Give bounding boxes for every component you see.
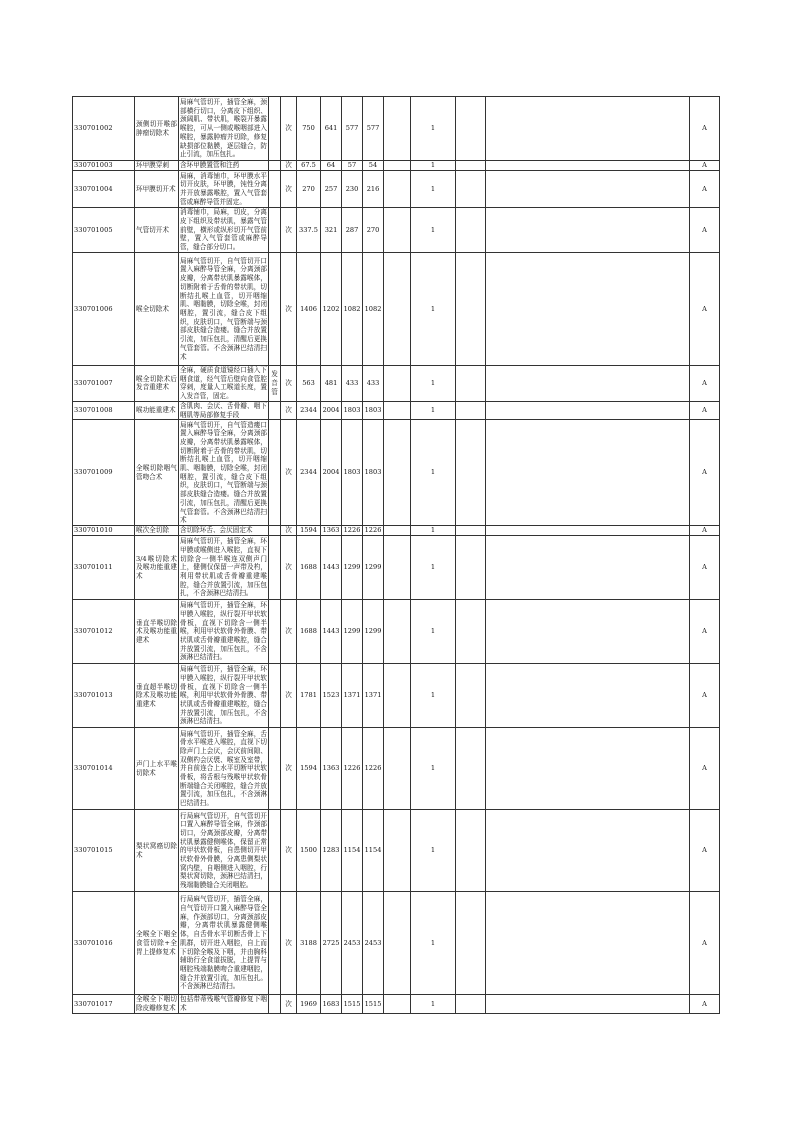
table-row — [73, 97, 720, 161]
desc-cell: 局麻气管切开，插管全麻，环甲膜入喉腔，纵行裂开甲状软骨板，直视下切除含一侧半喉，利用甲状软骨外骨膜、带状肌或舌骨瓣重建喉腔，缝合并放置引流，加压包扎，不含颈淋巴结清扫。 — [179, 664, 269, 728]
price-4-cell: 2453 — [363, 892, 384, 995]
unit-cell: 次 — [281, 420, 297, 526]
name-cell: 气管切开术 — [135, 208, 179, 253]
desc-cell: 行局麻气管切开，自气管切开口置入麻醉导管全麻，作颈部切口，分离颈部皮瓣，分离带状肌暴露健侧喉体，保留正常的甲状软骨板，自患侧切开甲状软骨外骨膜，分离患侧梨状窝内壁，自咽侧进入咽腔，行梨状窝切除，颈淋巴结清扫，残端黏膜缝合关闭咽腔。 — [179, 810, 269, 892]
coefficient-cell: 1 — [411, 664, 456, 728]
price-1-cell: 1781 — [297, 664, 321, 728]
unit-cell: 次 — [281, 995, 297, 1013]
desc-cell: 含切除环舌、会厌固定术 — [179, 526, 269, 536]
rank-cell: A — [690, 728, 720, 810]
coefficient-cell: 1 — [411, 526, 456, 536]
table-row — [73, 892, 720, 995]
name-cell: 环甲膜穿刺 — [135, 161, 179, 171]
price-1-cell: 1406 — [297, 253, 321, 366]
blank-cell — [486, 401, 690, 419]
coefficient-cell: 1 — [411, 161, 456, 171]
blank-cell — [486, 536, 690, 600]
coefficient-cell: 1 — [411, 810, 456, 892]
price-1-cell: 2344 — [297, 401, 321, 419]
blank-cell — [486, 366, 690, 402]
price-2-cell: 1523 — [321, 664, 342, 728]
blank-cell — [384, 526, 411, 536]
price-4-cell: 1803 — [363, 420, 384, 526]
price-1-cell: 3188 — [297, 892, 321, 995]
rank-cell: A — [690, 171, 720, 208]
price-1-cell: 750 — [297, 97, 321, 161]
price-1-cell: 563 — [297, 366, 321, 402]
code-cell: 330701014 — [73, 728, 135, 810]
price-1-cell: 1594 — [297, 526, 321, 536]
price-1-cell: 2344 — [297, 420, 321, 526]
name-cell: 喉功能重建术 — [135, 401, 179, 419]
price-1-cell: 1969 — [297, 995, 321, 1013]
desc-cell: 局麻气管切开，自气管造瘘口置入麻醉导管全麻，分离颈部皮瓣，分离带状肌暴露喉体，切断附着于舌骨的带状肌，切断结扎喉上血管，切开咽缩肌、咽黏膜，切除全喉，封闭咽腔，置引流，缝合皮下组织，皮肤切口，气管断端与颈部皮肤缝合造瘘。缝合并放置引流，加压包扎，清醒后更换气管套管。不含颈淋巴结清扫术 — [180, 420, 267, 525]
coefficient-cell: 1 — [411, 208, 456, 253]
price-3-cell: 1515 — [342, 995, 363, 1013]
code-cell: 330701013 — [73, 664, 135, 728]
price-2-cell: 1443 — [321, 600, 342, 664]
blank-cell — [384, 664, 411, 728]
rank-cell: A — [690, 208, 720, 253]
blank-cell — [456, 536, 486, 600]
blank-cell — [384, 810, 411, 892]
desc-cell: 局麻气管切开，插管全麻，颈部横行切口，分离皮下组织、颈阔肌、带状肌，喉裂开暴露喉腔，可从一侧或喉咽部进入喉腔，暴露肿瘤并切除，修复缺损部位黏膜，逐层缝合，防止引流，加压包扎。 — [179, 97, 269, 161]
table-row — [73, 161, 720, 171]
price-3-cell: 287 — [342, 208, 363, 253]
blank-cell — [384, 995, 411, 1013]
code-cell: 330701007 — [73, 366, 135, 402]
blank-cell — [456, 526, 486, 536]
price-3-cell: 230 — [342, 171, 363, 208]
price-2-cell: 641 — [321, 97, 342, 161]
price-1-cell: 1594 — [297, 728, 321, 810]
price-4-cell: 1371 — [363, 664, 384, 728]
desc-cell: 包括带蒂残喉气管瓣修复下咽术 — [180, 995, 267, 1012]
table-row — [73, 253, 720, 366]
blank-cell — [384, 171, 411, 208]
price-2-cell: 321 — [321, 208, 342, 253]
blank-cell — [486, 995, 690, 1013]
unit-cell: 次 — [281, 253, 297, 366]
name-cell: 喉全切除术 — [135, 253, 179, 366]
price-4-cell: 1299 — [363, 600, 384, 664]
blank-cell — [486, 171, 690, 208]
blank-cell — [486, 208, 690, 253]
price-2-cell: 481 — [321, 366, 342, 402]
price-1-cell: 1688 — [297, 536, 321, 600]
exclusion-cell — [269, 995, 281, 1013]
desc-cell: 全麻，硬质食道镜经口插入下咽食道，经气管后壁向食管腔穿刺，度量人工喉道长度，置入发音管，固定。 — [180, 366, 267, 401]
desc-cell: 局麻气管切开，插管全麻，环甲膜入喉腔，纵行裂开甲状软骨板，直视下切除含一侧半喉，利用甲状软骨外骨膜、带状肌或舌骨瓣重建喉腔，缝合并放置引流，加压包扎，不含颈淋巴结清扫。 — [179, 600, 269, 664]
blank-cell — [384, 97, 411, 161]
price-2-cell: 1683 — [321, 995, 342, 1013]
exclusion-cell — [269, 208, 281, 253]
price-4-cell: 1154 — [363, 810, 384, 892]
rank-cell: A — [690, 664, 720, 728]
blank-cell — [384, 253, 411, 366]
unit-cell: 次 — [281, 892, 297, 995]
name-cell: 全喉全下咽切除皮瓣修复术 — [136, 995, 177, 1012]
name-cell: 垂直超半喉切除术及喉功能重建术 — [135, 664, 179, 728]
blank-cell — [456, 161, 486, 171]
coefficient-cell: 1 — [411, 401, 456, 419]
blank-cell — [384, 161, 411, 171]
blank-cell — [456, 892, 486, 995]
price-1-cell: 1500 — [297, 810, 321, 892]
coefficient-cell: 1 — [411, 536, 456, 600]
price-2-cell: 2004 — [321, 420, 342, 526]
exclusion-cell — [269, 97, 281, 161]
price-3-cell: 1299 — [342, 600, 363, 664]
coefficient-cell: 1 — [411, 892, 456, 995]
table-row — [73, 536, 720, 600]
table-row — [73, 810, 720, 892]
price-3-cell: 577 — [342, 97, 363, 161]
table-row — [73, 401, 720, 419]
blank-cell — [384, 420, 411, 526]
price-4-cell: 577 — [363, 97, 384, 161]
rank-cell: A — [690, 253, 720, 366]
price-3-cell: 433 — [342, 366, 363, 402]
code-cell: 330701008 — [73, 401, 135, 419]
table-row — [73, 366, 720, 402]
code-cell: 330701009 — [73, 420, 135, 526]
code-cell: 330701003 — [73, 161, 135, 171]
code-cell: 330701005 — [73, 208, 135, 253]
price-1-cell: 270 — [297, 171, 321, 208]
rank-cell: A — [690, 526, 720, 536]
name-cell: 垂直半喉切除术及喉功能重建术 — [135, 600, 179, 664]
exclusion-cell — [269, 728, 281, 810]
price-2-cell: 1283 — [321, 810, 342, 892]
price-2-cell: 1363 — [321, 526, 342, 536]
name-cell: 声门上水平喉切除术 — [135, 728, 179, 810]
exclusion-cell — [269, 810, 281, 892]
blank-cell — [456, 208, 486, 253]
price-2-cell: 2004 — [321, 401, 342, 419]
desc-cell: 含肌肉、会厌、舌骨瓣、咽下咽肌等局部修复手段 — [180, 401, 267, 419]
blank-cell — [456, 97, 486, 161]
rank-cell: A — [690, 401, 720, 419]
blank-cell — [384, 600, 411, 664]
price-3-cell: 57 — [342, 161, 363, 171]
code-cell: 330701012 — [73, 600, 135, 664]
coefficient-cell: 1 — [411, 420, 456, 526]
table-row — [73, 600, 720, 664]
table-row — [73, 420, 720, 526]
price-2-cell: 64 — [321, 161, 342, 171]
exclusion-cell — [269, 536, 281, 600]
blank-cell — [384, 208, 411, 253]
desc-cell: 行局麻气管切开，插管全麻，自气管切开口置入麻醉导管全麻，作颈部切口，分离颈部皮瓣，分离带状肌暴露健侧喉体，自舌骨水平切断舌骨上下肌群，切开进入咽腔，自上而下切除全喉及下咽，并由胸科辅助行全食道拔脱，上提胃与咽腔残端黏膜吻合重建咽腔，缝合并放置引流，加压包扎。不含颈淋巴结清扫。 — [179, 892, 269, 995]
code-cell: 330701011 — [73, 536, 135, 600]
price-3-cell: 1226 — [342, 728, 363, 810]
blank-cell — [486, 600, 690, 664]
price-4-cell: 54 — [363, 161, 384, 171]
exclusion-cell — [269, 892, 281, 995]
code-cell: 330701004 — [73, 171, 135, 208]
rank-cell: A — [690, 600, 720, 664]
blank-cell — [456, 995, 486, 1013]
desc-cell: 局麻气管切开，插管全麻，环甲膜或喉侧进入喉腔，直视下切除含一侧半喉连双侧声门上，健侧仅保留一声带及杓，利用带状肌或舌骨瓣重建喉腔，缝合并放置引流，加压包扎，不含颈淋巴结清扫。 — [179, 536, 269, 600]
blank-cell — [384, 536, 411, 600]
exclusion-cell — [269, 171, 281, 208]
price-4-cell: 270 — [363, 208, 384, 253]
price-3-cell: 1226 — [342, 526, 363, 536]
name-cell: 3/4喉切除术及喉功能重建术 — [135, 536, 179, 600]
exclusion-cell — [269, 401, 281, 419]
table-row — [73, 208, 720, 253]
rank-cell: A — [690, 420, 720, 526]
rank-cell: A — [690, 892, 720, 995]
desc-cell: 消毒铺巾，局麻，切皮，分离皮下组织及带状肌，暴露气管前壁，横形或纵形切开气管前壁，置入气管套管或麻醉导管，缝合部分切口。 — [180, 208, 267, 252]
rank-cell: A — [690, 97, 720, 161]
coefficient-cell: 1 — [411, 728, 456, 810]
code-cell: 330701006 — [73, 253, 135, 366]
blank-cell — [486, 526, 690, 536]
price-1-cell: 1688 — [297, 600, 321, 664]
blank-cell — [384, 728, 411, 810]
price-4-cell: 1082 — [363, 253, 384, 366]
code-cell: 330701016 — [73, 892, 135, 995]
name-cell: 喉次全切除 — [135, 526, 179, 536]
coefficient-cell: 1 — [411, 995, 456, 1013]
unit-cell: 次 — [281, 171, 297, 208]
price-3-cell: 1371 — [342, 664, 363, 728]
price-2-cell: 2725 — [321, 892, 342, 995]
price-3-cell: 1299 — [342, 536, 363, 600]
exclusion-cell — [269, 664, 281, 728]
unit-cell: 次 — [281, 401, 297, 419]
table-row — [73, 728, 720, 810]
unit-cell: 次 — [281, 600, 297, 664]
coefficient-cell: 1 — [411, 600, 456, 664]
price-4-cell: 1803 — [363, 401, 384, 419]
blank-cell — [486, 892, 690, 995]
code-cell: 330701002 — [73, 97, 135, 161]
blank-cell — [384, 401, 411, 419]
code-cell: 330701015 — [73, 810, 135, 892]
unit-cell: 次 — [281, 161, 297, 171]
blank-cell — [456, 810, 486, 892]
price-4-cell: 1515 — [363, 995, 384, 1013]
price-3-cell: 2453 — [342, 892, 363, 995]
price-2-cell: 1443 — [321, 536, 342, 600]
rank-cell: A — [690, 366, 720, 402]
unit-cell: 次 — [281, 208, 297, 253]
unit-cell: 次 — [281, 97, 297, 161]
table-row — [73, 171, 720, 208]
blank-cell — [486, 664, 690, 728]
name-cell: 梨状窝癌切除术 — [135, 810, 179, 892]
table-row — [73, 526, 720, 536]
coefficient-cell: 1 — [411, 253, 456, 366]
blank-cell — [456, 420, 486, 526]
rank-cell: A — [690, 161, 720, 171]
exclusion-cell — [269, 253, 281, 366]
price-4-cell: 433 — [363, 366, 384, 402]
price-4-cell: 1226 — [363, 728, 384, 810]
rank-cell: A — [690, 810, 720, 892]
unit-cell: 次 — [281, 728, 297, 810]
blank-cell — [486, 253, 690, 366]
price-2-cell: 1363 — [321, 728, 342, 810]
unit-cell: 次 — [281, 526, 297, 536]
price-4-cell: 1299 — [363, 536, 384, 600]
unit-cell: 次 — [281, 810, 297, 892]
desc-cell: 局麻气管切开，插管全麻，舌骨水平喉进入喉腔，直视下切除声门上会厌，会厌前间隙、双侧杓会厌襞、喉室及室带，并自前连合上水平切断甲状软骨板，将舌根与残喉甲状软骨断端缝合关闭喉腔，缝合并放置引流，加压包扎，不含颈淋巴结清扫。 — [179, 728, 269, 810]
blank-cell — [456, 664, 486, 728]
price-1-cell: 337.5 — [297, 208, 321, 253]
coefficient-cell: 1 — [411, 97, 456, 161]
blank-cell — [456, 253, 486, 366]
price-table — [72, 96, 720, 1014]
exclusion-cell — [269, 161, 281, 171]
table-body — [73, 97, 720, 1014]
desc-cell: 局麻，消毒铺巾，环甲膜水平切开皮肤，环甲膜，钝性分离并开放暴露喉腔，置入气管套管或麻醉导管并固定。 — [180, 171, 267, 206]
blank-cell — [456, 171, 486, 208]
blank-cell — [486, 420, 690, 526]
price-4-cell: 216 — [363, 171, 384, 208]
name-cell: 颈侧切开喉部肿瘤切除术 — [135, 97, 179, 161]
desc-cell: 局麻气管切开，自气管切开口置入麻醉导管全麻，分离颈部皮瓣，分离带状肌暴露喉体，切断附着于舌骨的带状肌，切断结扎喉上血管，切开咽缩肌、咽黏膜，切除全喉，封闭咽腔，置引流，缝合皮下组织，皮肤切口，气管断端与颈部皮肤缝合造瘘。缝合并放置引流，加压包扎，清醒后更换气管套管。不含颈淋巴结清扫术 — [179, 253, 269, 366]
coefficient-cell: 1 — [411, 171, 456, 208]
blank-cell — [486, 810, 690, 892]
exclusion-cell: 发音管 — [269, 366, 281, 402]
exclusion-cell — [269, 420, 281, 526]
price-4-cell: 1226 — [363, 526, 384, 536]
code-cell: 330701017 — [73, 995, 135, 1013]
unit-cell: 次 — [281, 664, 297, 728]
blank-cell — [384, 892, 411, 995]
price-3-cell: 1803 — [342, 420, 363, 526]
price-3-cell: 1154 — [342, 810, 363, 892]
price-2-cell: 1202 — [321, 253, 342, 366]
exclusion-cell — [269, 526, 281, 536]
price-2-cell: 257 — [321, 171, 342, 208]
exclusion-cell — [269, 600, 281, 664]
name-cell: 喉全切除术后发音重建术 — [135, 366, 179, 402]
unit-cell: 次 — [281, 366, 297, 402]
price-3-cell: 1082 — [342, 253, 363, 366]
blank-cell — [456, 600, 486, 664]
rank-cell: A — [690, 536, 720, 600]
table-row — [73, 995, 720, 1013]
blank-cell — [486, 161, 690, 171]
coefficient-cell: 1 — [411, 366, 456, 402]
blank-cell — [486, 97, 690, 161]
blank-cell — [486, 728, 690, 810]
blank-cell — [384, 366, 411, 402]
name-cell: 全喉切除咽气管吻合术 — [135, 420, 179, 526]
code-cell: 330701010 — [73, 526, 135, 536]
name-cell: 全喉全下咽全食管切除+全胃上提修复术 — [135, 892, 179, 995]
price-1-cell: 67.5 — [297, 161, 321, 171]
rank-cell: A — [690, 995, 720, 1013]
blank-cell — [456, 366, 486, 402]
name-cell: 环甲膜切开术 — [135, 171, 179, 208]
blank-cell — [456, 728, 486, 810]
blank-cell — [456, 401, 486, 419]
unit-cell: 次 — [281, 536, 297, 600]
price-3-cell: 1803 — [342, 401, 363, 419]
table-row — [73, 664, 720, 728]
desc-cell: 含环甲膜置管和注药 — [179, 161, 269, 171]
